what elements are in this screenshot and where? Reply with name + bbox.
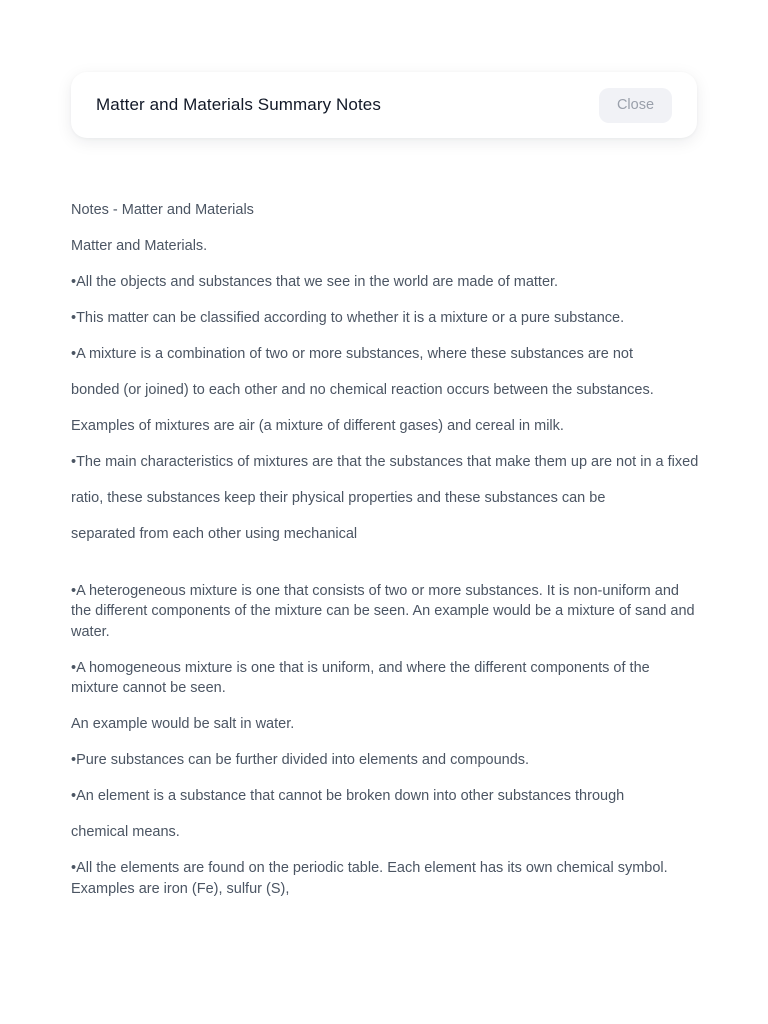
note-paragraph: •All the elements are found on the periodic table. Each element has its own chemical symbol. Examples are iron (Fe), sulfur (S), <box>71 860 668 897</box>
note-paragraph: •The main characteristics of mixtures are that the substances that make them up are not in a fixed <box>71 454 699 470</box>
note-paragraph: •A heterogeneous mixture is one that consists of two or more substances. It is non-uniform and the different components of the mixture can be seen. An example would be a mixture of sand and water. <box>71 582 695 640</box>
note-paragraph: ratio, these substances keep their physical properties and these substances can be <box>71 490 606 506</box>
notes-header <box>71 72 697 138</box>
note-paragraph: An example would be salt in water. <box>71 716 295 732</box>
note-paragraph: bonded (or joined) to each other and no chemical reaction occurs between the substances. <box>71 382 654 398</box>
note-paragraph: •A mixture is a combination of two or more substances, where these substances are not <box>71 346 633 362</box>
note-paragraph: chemical means. <box>71 824 180 840</box>
close-button[interactable]: Close <box>599 88 672 123</box>
note-paragraph: Matter and Materials. <box>71 238 208 254</box>
note-paragraph: •An element is a substance that cannot be broken down into other substances through <box>71 788 625 804</box>
note-paragraph: •All the objects and substances that we see in the world are made of matter. <box>71 274 559 290</box>
note-paragraph: •A homogeneous mixture is one that is uniform, and where the different components of the mixture cannot be seen. <box>71 659 650 696</box>
note-paragraph: •Pure substances can be further divided into elements and compounds. <box>71 752 530 768</box>
note-paragraph: •This matter can be classified according to whether it is a mixture or a pure substance. <box>71 310 625 326</box>
note-paragraph: separated from each other using mechanical <box>71 526 358 542</box>
note-paragraph: Notes - Matter and Materials <box>71 202 254 218</box>
page-title: Matter and Materials Summary Notes <box>96 95 381 114</box>
notes-content <box>71 200 699 915</box>
note-paragraph: Examples of mixtures are air (a mixture of different gases) and cereal in milk. <box>71 418 564 434</box>
